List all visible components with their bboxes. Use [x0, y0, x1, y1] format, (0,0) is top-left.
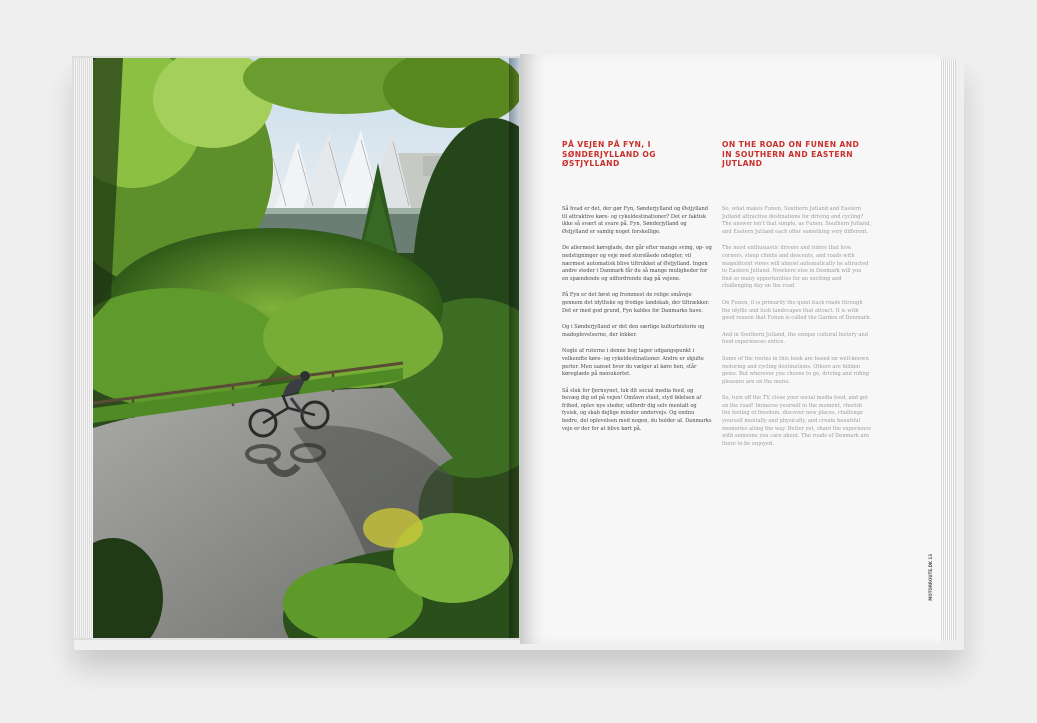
open-book — [72, 54, 962, 644]
danish-paragraph: De allermest kørsglade, der går efter mange sving, op- og nedstigninger og veje med storslåede udsigter, vil nærmest automatisk blive tiltrukket af Østjylland. Ingen andre steder i Danmark får du så mange muligheder for en spændende og udfordrende dag på vejene. — [562, 245, 712, 282]
danish-paragraph: Så hvad er det, der gør Fyn, Sønderjylland og Østjylland til attraktive køre- og cykeldestinationer? Det er faktisk ikke så svært at svare på. Fyn, Sønderjylland og Østjylland er samlig noget forskellige. — [562, 206, 709, 235]
english-paragraph: And in Southern Jutland, the unique cultural history and food experiences entice. — [722, 331, 868, 346]
right-page — [520, 54, 940, 644]
right-page-edges — [940, 60, 956, 640]
danish-paragraph: Nogle af ruterne i denne bog tager udgangspunkt i velkendte køre- og cykeldestinationer. Andre er skjulte perler. Men uanset hvor du vælger at køre hen, står køreglæde på menukortet. — [562, 348, 704, 378]
danish-paragraph: Og i Sønderjylland er det den særlige kulturhistorie og madoplevelserne, der lokker. — [562, 324, 705, 338]
danish-paragraph: På Fyn er det først og fremmest de rolige småveje gennem det idylliske og frodige landskab, der tiltrækker. Det er med god grund, Fyn kaldes for Danmarks have. — [562, 292, 710, 314]
english-paragraph: The most enthusiastic drivers and riders that love corners, steep climbs and descents, and roads with magnificent views will almost automatically be attracted to Eastern Jutland. Nowhere else in Denmark will you find so many opportunities for an exciting and challenging day on the road. — [722, 245, 869, 290]
danish-column — [562, 140, 712, 442]
english-paragraph: Some of the routes in this book are based on well-known motoring and cycling destinations. Others are hidden gems. But wherever you choose to go, driving and riding pleasure are on the menu. — [722, 355, 870, 385]
danish-heading: PÅ VEJEN PÅ FYN, I SØNDERJYLLAND OG ØSTJYLLAND — [562, 140, 656, 168]
cyclist-photo — [93, 58, 519, 638]
english-paragraph: On Funen, it is primarily the quiet back roads through the idyllic and lush landscapes that attract. It is with good reason that Funen is called the Garden of Denmark. — [722, 299, 871, 322]
english-heading: ON THE ROAD ON FUNEN AND IN SOUTHERN AND EASTERN JUTLAND — [722, 140, 860, 168]
english-paragraph: So, turn off the TV, close your social media feed, and get on the road! Immerse yourself in the moment, cherish the feeling of freedom, discover new places, challenge yourself mentally and physically, and create beautiful memories along the way. Better yet, share the experience with someone you care about. The roads of Denmark are there to be enjoyed. — [722, 395, 872, 447]
english-paragraph: So, what makes Funen, Southern Jutland and Eastern Jutland attractive destinations for driving and cycling? The answer isn't that simple, as Funen, Southern Jutland, and Eastern Jutland each offer something very different. — [722, 206, 872, 235]
danish-paragraph: Så sluk for fjernsynet, luk dit social media feed, og bevæg dig ud på vejen! Omfavn stuet, styd følelsen af frihed, oplev nye steder, udfordr dig selv mentalt og fysisk, og skab dejlige minder undervejs. Og endnu bedre, del oplevelsen med nogen, du holder af. Danmarks veje er der for at blive kørt på. — [562, 387, 712, 432]
running-head: MOTORROUTE.DK 13 — [928, 554, 933, 601]
english-column — [722, 140, 872, 457]
